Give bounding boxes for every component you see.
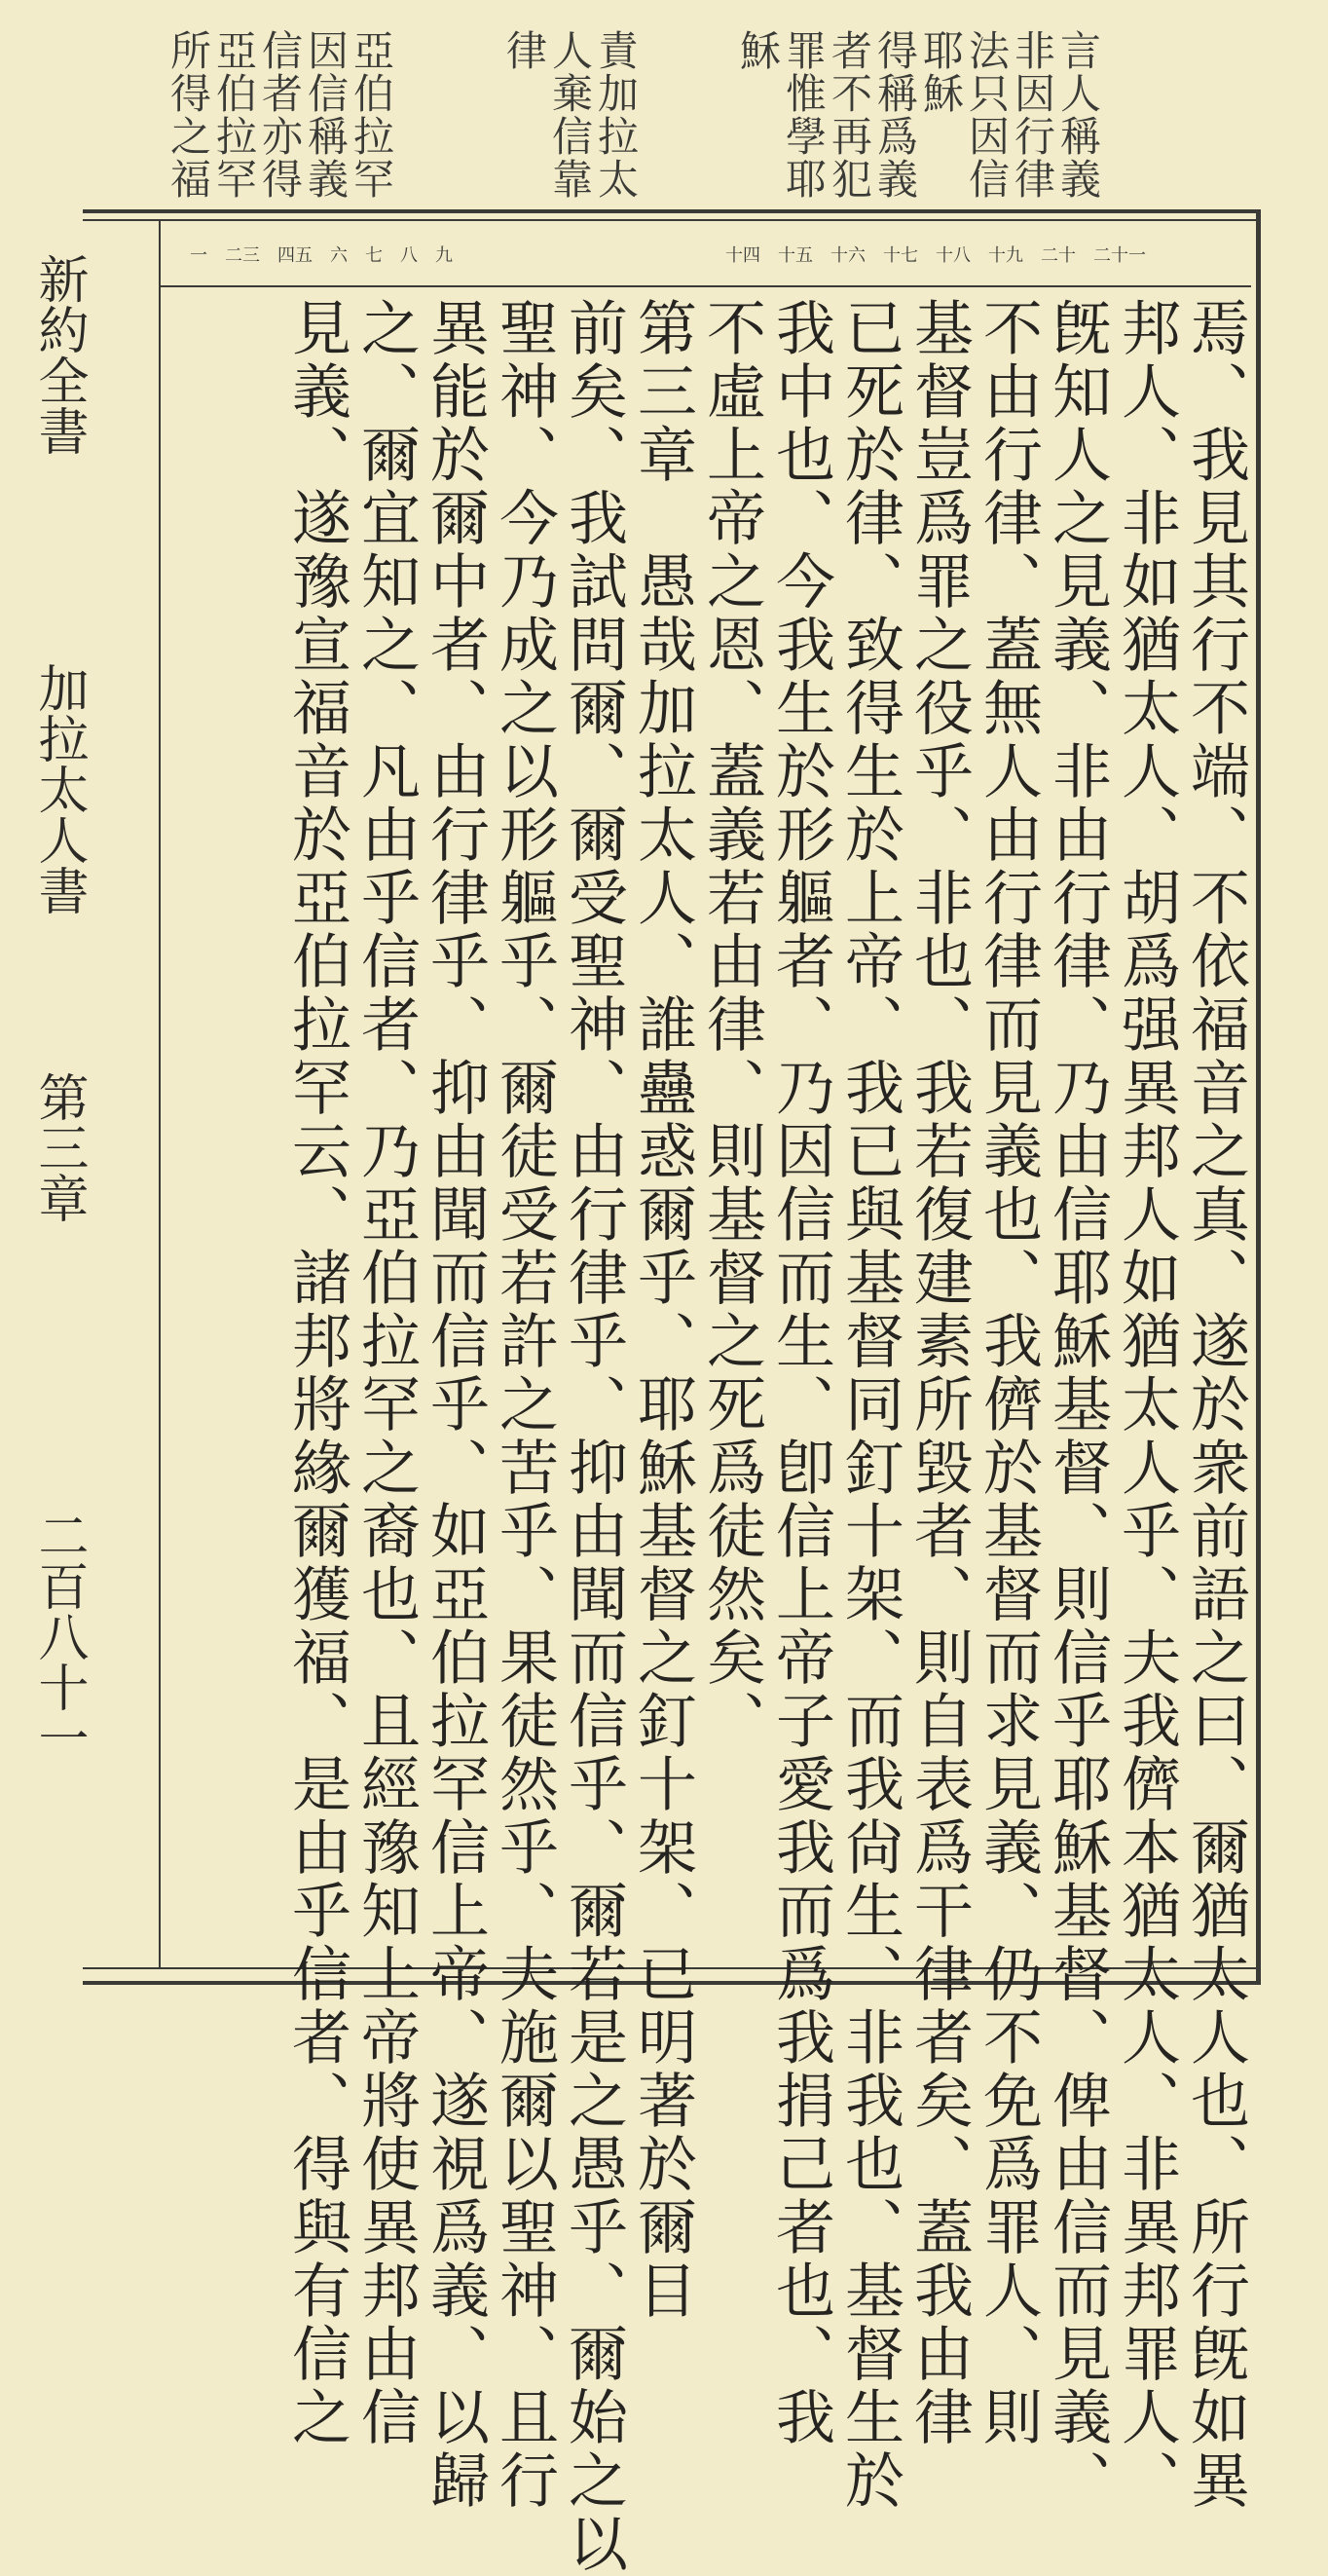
chapter-heading-column: 第三章 愚哉加拉太人、誰蠱惑爾乎、耶穌基督之釘十架、已明著於爾目 [628,297,697,2323]
text-column: 旣知人之見義、非由行律、乃由信耶穌基督、則信乎耶穌基督、俾由信而見義、 [1043,297,1112,2513]
text-column: 前矣、我試問爾、爾受聖神、由行律乎、抑由聞而信乎、爾若是之愚乎、爾始之以 [559,297,628,2576]
gloss-line: 耶穌 [917,29,965,115]
gloss-line: 法只因信 [963,29,1011,201]
gloss-line: 所得之福 [165,29,212,201]
text-column: 不虛上帝之恩、蓋義若由律、則基督之死爲徒然矣、 [697,297,766,1753]
gloss-line: 因信稱義 [302,29,350,201]
gloss-line: 律 [500,29,548,72]
frame-top-rule [83,219,1261,221]
book-title: 新約全書 [29,253,88,456]
gloss-line: 罪惟學耶 [780,29,828,201]
page-number: 二百八十一 [29,1510,88,1763]
margin-gloss-left [166,29,394,201]
margin-gloss-middle [501,29,639,201]
chapter-label: 第三章 [29,1071,88,1223]
epistle-title: 加拉太人書 [29,662,88,915]
text-column: 異能於爾中者、由行律乎、抑由聞而信乎、如亞伯拉罕信上帝、遂視爲義、以歸 [421,297,490,2513]
verse-number-rule [161,285,1251,287]
text-column: 已死於律、致得生於上帝、我已與基督同釘十架、而我尙生、非我也、基督生於 [835,297,904,2513]
verse-number-row-right: 十四 十五 十六 十七 十八 十九 二十 二十一 [725,245,1146,266]
text-column: 基督豈爲罪之役乎、非也、我若復建素所毀者、則自表爲干律者矣、蓋我由律 [904,297,974,2449]
gloss-line: 言人稱義 [1054,29,1102,201]
margin-gloss-right [735,29,1101,201]
text-column: 見義、遂豫宣福音於亞伯拉罕云、諸邦將緣爾獲福、是由乎信者、得與有信之 [282,297,351,2449]
gloss-line: 亞伯拉罕 [210,29,258,201]
gloss-line: 者不再犯 [826,29,873,201]
text-column: 之、爾宜知之、凡由乎信者、乃亞伯拉罕之裔也、且經豫知上帝將使異邦由信 [351,297,421,2449]
text-column: 邦人、非如猶太人、胡爲强異邦人如猶太人乎、夫我儕本猶太人、非異邦罪人、 [1112,297,1181,2513]
margin-rule [159,219,161,1967]
verse-number-row-left: 一 二三 四五 六 七 八 九 [190,245,453,266]
text-column: 我中也、今我生於形軀者、乃因信而生、卽信上帝子愛我而爲我捐己者也、我 [766,297,835,2449]
text-column: 聖神、今乃成之以形軀乎、爾徒受若許之苦乎、果徒然乎、夫施爾以聖神、且行 [490,297,559,2513]
main-text [282,297,1250,2576]
text-column: 不由行律、蓋無人由行律而見義也、我儕於基督而求見義、仍不免爲罪人、則 [974,297,1043,2449]
gloss-line: 亞伯拉罕 [348,29,395,201]
gloss-line: 得稱爲義 [871,29,919,201]
gloss-line: 信者亦得 [256,29,304,201]
gloss-line: 穌 [734,29,782,72]
gloss-line: 非因行律 [1009,29,1056,201]
gloss-line: 人棄信靠 [546,29,594,201]
gloss-line: 責加拉太 [592,29,640,201]
text-column: 焉、我見其行不端、不依福音之真、遂於衆前語之曰、爾猶太人也、所行旣如異 [1181,297,1250,2513]
